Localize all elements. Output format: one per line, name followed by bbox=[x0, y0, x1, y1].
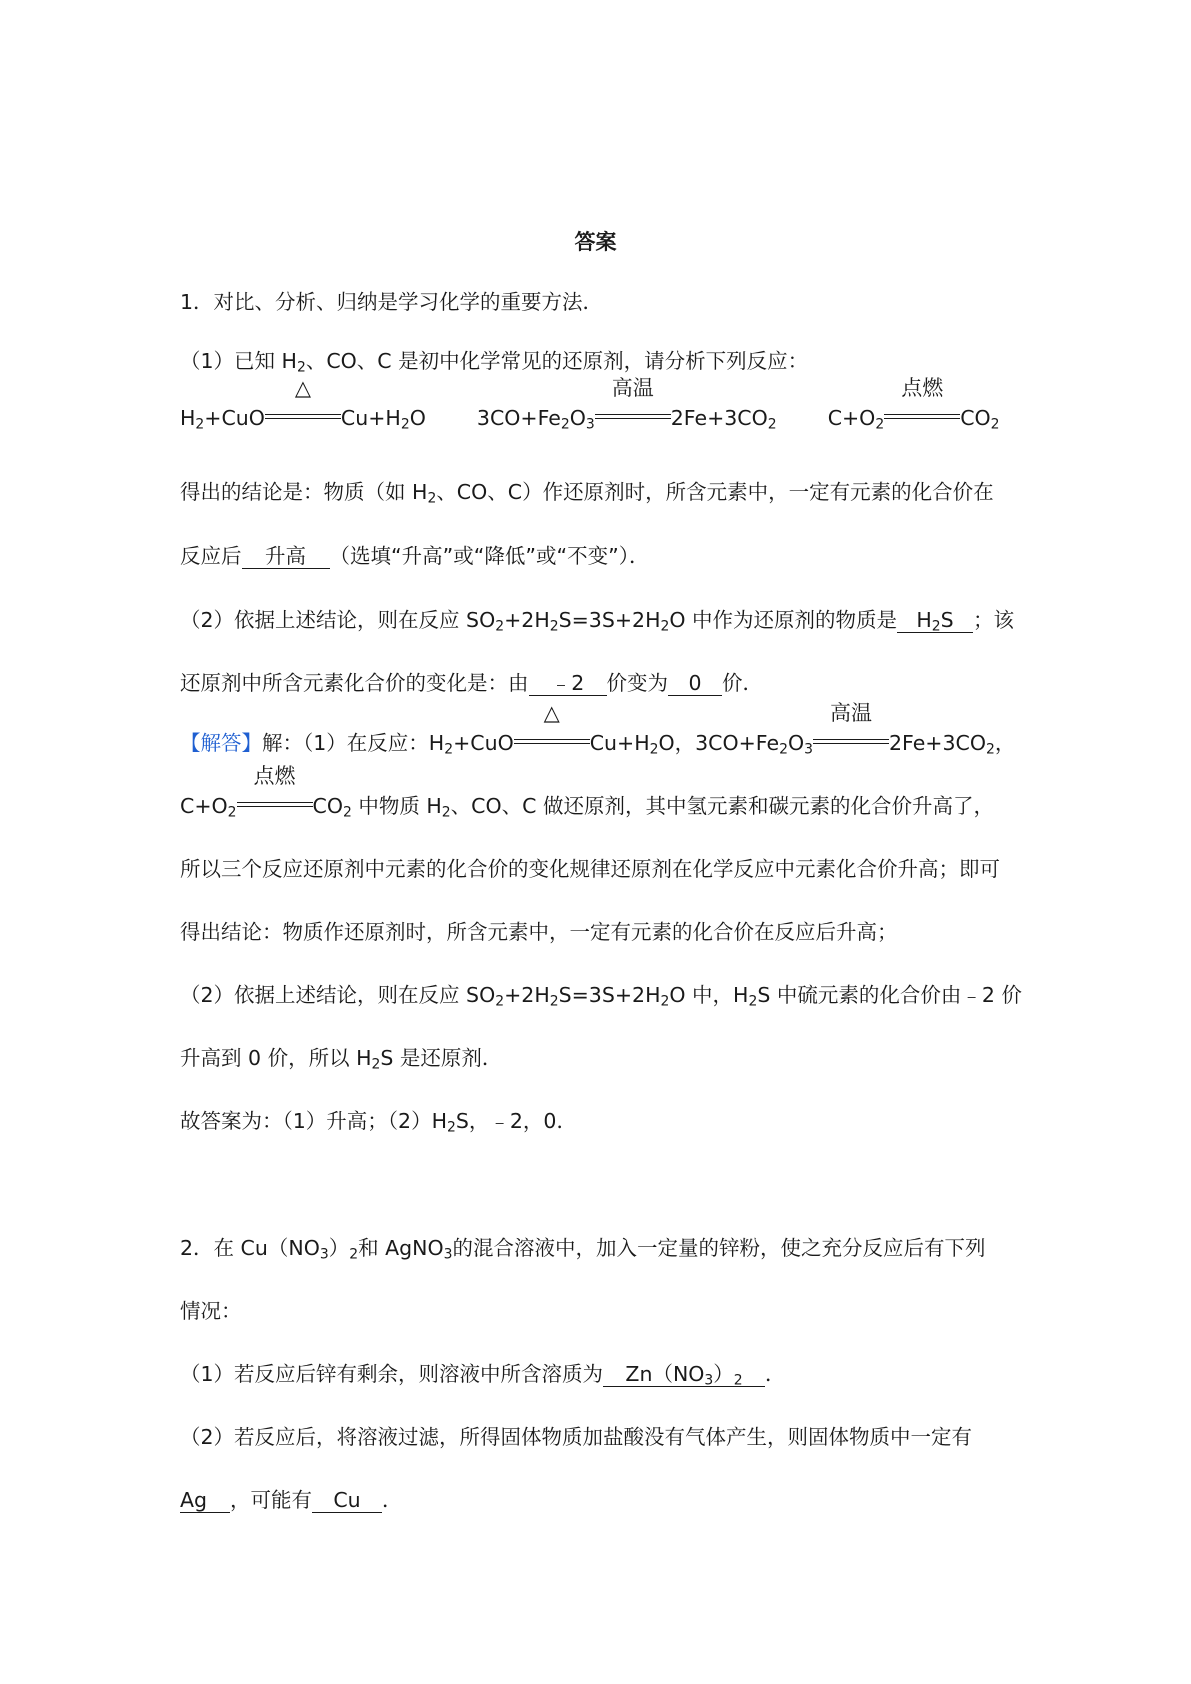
q1-stem-text: 1．对比、分析、归纳是学习化学的重要方法． bbox=[180, 290, 604, 314]
answer-tag: 【解答】 bbox=[180, 731, 262, 755]
q1-stem bbox=[180, 286, 603, 318]
reaction-arrow: 点燃 bbox=[884, 402, 960, 434]
q2-part3: Ag ，可能有 Cu ． bbox=[180, 1488, 403, 1512]
answer-blank: $Zn(NO_3)_2$ bbox=[603, 1362, 765, 1387]
answer-blank: 升高 bbox=[242, 544, 330, 569]
answer-line1: 【解答】解：（1）在反应：$H_2+CuO$ △ $Cu+H_2O$，$3CO+Fe_2O_3$ 高温 $2Fe+3CO_2$， bbox=[180, 701, 1016, 758]
answer-blank: Cu bbox=[312, 1488, 382, 1513]
q1-conclusion-line1: 得出的结论是：物质（如 $H_2$、CO、C）作还原剂时，所含元素中，一定有元素的化合价在 bbox=[180, 480, 994, 507]
answer-line4: 得出结论：物质作还原剂时，所含元素中，一定有元素的化合价在反应后升高； bbox=[180, 920, 898, 944]
reaction-arrow: 高温 bbox=[813, 727, 889, 759]
answer-blank: $H_2S$ bbox=[897, 608, 973, 633]
equation-2: $3CO+Fe_2O_3$ 高温 $2Fe+3CO_2$ bbox=[476, 376, 777, 433]
q2-part1: （1）若反应后锌有剩余，则溶液中所含溶质为 $Zn(NO_3)_2$ ． bbox=[180, 1362, 786, 1389]
answer-blank: 0 bbox=[668, 671, 722, 696]
q1-part2-line2: 还原剂中所含元素化合价的变化是：由 ﹣2 价变为 0 价． bbox=[180, 671, 763, 695]
answer-line5: （2）依据上述结论，则在反应 $SO_2+2H_2S=3S+2H_2O$ 中，$H_2S$ 中硫元素的化合价由﹣2 价 bbox=[180, 983, 1022, 1010]
answer-line2: $C+O_2$ 点燃 $CO_2$ 中物质 $H_2$、CO、C 做还原剂，其中氢元素和碳元素的化合价升高了， bbox=[180, 764, 994, 821]
answer-blank: ﹣2 bbox=[529, 671, 607, 696]
q1-equations bbox=[180, 376, 1000, 434]
reaction-arrow: △ bbox=[514, 727, 590, 759]
reaction-arrow: 点燃 bbox=[237, 790, 313, 822]
answer-summary: 故答案为：（1）升高；$(2)H_2S$，﹣2，0． bbox=[180, 1109, 577, 1136]
answer-blank: Ag bbox=[180, 1488, 230, 1513]
q2-stem-line1: 2．在 $Cu(NO_3)_2$和 AgNO$_3$的混合溶液中，加入一定量的锌粉，使之充分反应后有下列 bbox=[180, 1236, 986, 1263]
equation-3: $C+O_2$ 点燃 $CO_2$ bbox=[827, 376, 1000, 433]
answer-line3: 所以三个反应还原剂中元素的化合价的变化规律还原剂在化学反应中元素化合价升高；即可 bbox=[180, 857, 1000, 881]
equation-1: $H_2+CuO$ △ $Cu+H_2O$ bbox=[180, 376, 426, 433]
q2-stem-line2: 情况： bbox=[180, 1299, 242, 1323]
q1-part1: （1）已知 $H_2$、CO、C 是初中化学常见的还原剂，请分析下列反应： bbox=[180, 349, 809, 376]
q1-conclusion-line2: 反应后 升高 （选填“升高”或“降低”或“不变”）． bbox=[180, 544, 650, 568]
reaction-arrow: △ bbox=[265, 402, 341, 434]
q1-part2-line1: （2）依据上述结论，则在反应 $SO_2+2H_2S=3S+2H_2O$ 中作为还原剂的物质是 $H_2S$ ；该 bbox=[180, 608, 1015, 635]
q2-part2: （2）若反应后，将溶液过滤，所得固体物质加盐酸没有气体产生，则固体物质中一定有 bbox=[180, 1425, 973, 1449]
page-title: 答案 bbox=[574, 230, 617, 254]
reaction-arrow: 高温 bbox=[595, 402, 671, 434]
answer-line6: 升高到 0 价，所以 $H_2S$ 是还原剂． bbox=[180, 1046, 503, 1073]
